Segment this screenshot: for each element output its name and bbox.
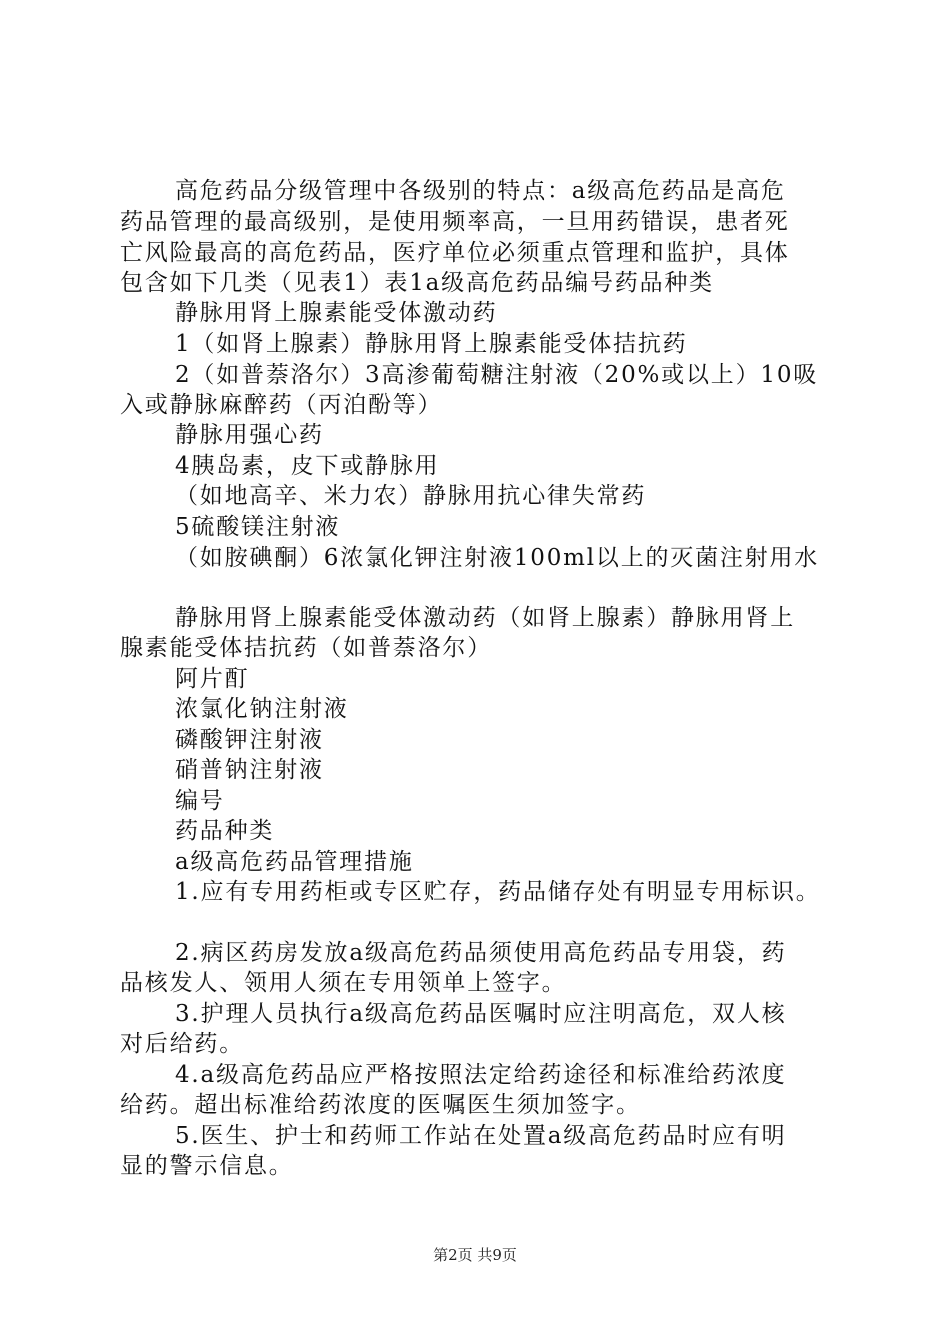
paragraph-line: 5硫酸镁注射液 (175, 514, 341, 540)
paragraph-line: 3.护理人员执行a级高危药品医嘱时应注明高危，双人核 (175, 1001, 787, 1027)
paragraph-line: 包含如下几类（见表1）表1a级高危药品编号药品种类 (120, 270, 714, 296)
paragraph-line: 入或静脉麻醉药（丙泊酚等） (120, 392, 443, 418)
paragraph-line: 静脉用强心药 (175, 422, 324, 448)
paragraph-line: a级高危药品管理措施 (175, 849, 414, 875)
paragraph-line: （如胺碘酮）6浓氯化钾注射液100ml以上的灭菌注射用水 (175, 545, 820, 571)
paragraph-line: 编号 (175, 788, 225, 814)
paragraph-line: 腺素能受体拮抗药（如普萘洛尔） (120, 635, 492, 661)
paragraph-line: （如地高辛、米力农）静脉用抗心律失常药 (175, 483, 647, 509)
paragraph-line: 4.a级高危药品应严格按照法定给药途径和标准给药浓度 (175, 1062, 787, 1088)
paragraph-line: 阿片酊 (175, 666, 250, 692)
paragraph-line: 对后给药。 (120, 1031, 244, 1057)
page-number-footer: 第2页 共9页 (433, 1246, 517, 1264)
paragraph-line: 磷酸钾注射液 (175, 727, 324, 753)
paragraph-line: 品核发人、领用人须在专用领单上签字。 (120, 970, 567, 996)
paragraph-line: 静脉用肾上腺素能受体激动药 (175, 300, 498, 326)
paragraph-line: 药品管理的最高级别，是使用频率高，一旦用药错误，患者死 (120, 209, 790, 235)
paragraph-line: 1（如肾上腺素）静脉用肾上腺素能受体拮抗药 (175, 331, 688, 357)
paragraph-line: 硝普钠注射液 (175, 757, 324, 783)
paragraph-line: 高危药品分级管理中各级别的特点：a级高危药品是高危 (175, 178, 786, 204)
paragraph-line: 2.病区药房发放a级高危药品须使用高危药品专用袋，药 (175, 940, 787, 966)
paragraph-line: 显的警示信息。 (120, 1153, 294, 1179)
paragraph-line: 亡风险最高的高危药品，医疗单位必须重点管理和监护，具体 (120, 240, 790, 266)
paragraph-line: 1.应有专用药柜或专区贮存，药品储存处有明显专用标识。 (175, 879, 821, 905)
paragraph-line: 浓氯化钠注射液 (175, 696, 349, 722)
paragraph-line: 静脉用肾上腺素能受体激动药（如肾上腺素）静脉用肾上 (175, 605, 795, 631)
paragraph-line: 药品种类 (175, 818, 275, 844)
paragraph-line: 4胰岛素，皮下或静脉用 (175, 453, 440, 479)
paragraph-line: 2（如普萘洛尔）3高渗葡萄糖注射液（20%或以上）10吸 (175, 362, 819, 388)
paragraph-line: 给药。超出标准给药浓度的医嘱医生须加签字。 (120, 1092, 641, 1118)
paragraph-line: 5.医生、护士和药师工作站在处置a级高危药品时应有明 (175, 1123, 787, 1149)
